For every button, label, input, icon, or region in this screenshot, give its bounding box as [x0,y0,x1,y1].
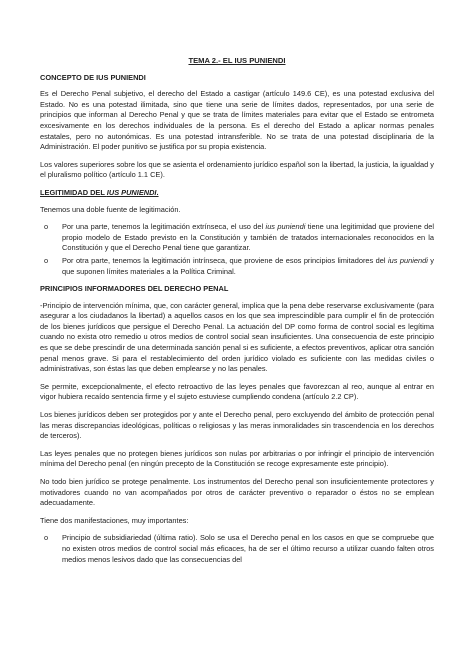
list-item-text: y que suponen límites materiales a la Política Criminal. [62,255,435,276]
bullet-marker: o [44,255,49,265]
paragraph: Los valores superiores sobre los que se asienta el ordenamiento jurídico español son la libertad, la justicia, la igualdad y el pluralismo político (artículo 1.1 CE). [40,159,434,180]
heading-suffix: . [156,187,159,197]
bullet-list [40,533,434,565]
paragraph: -Principio de intervención mínima, que, con carácter general, implica que la pena debe reservarse exclusivamente (para asegurar a los ciudadanos la libertad) a aquellos casos en los que sea imprescindible para cumplir el fin de protección de los bienes jurídicos que persigue el Derecho Penal. La actuación del DP como forma de control social es legítima cuando no exista otro remedio u otros medios de control social sean insuficientes. Una consecuencia de este principio es que se debe prescindir de una determinada sanción penal si es suficiente, a efectos preventivos, aplicar otra sanción penal menos grave. Si para el restablecimiento del orden jurídico violado es suficiente con las medidas civiles o administrativas, son éstas las que deben emplearse y no las penales. [40,300,434,374]
list-item [40,222,434,254]
heading-italic-text: IUS PUNIENDI [106,187,157,197]
section-heading-legitimidad [40,188,434,199]
paragraph: Se permite, excepcionalmente, el efecto retroactivo de las leyes penales que favorezcan al reo, aunque al entrar en vigor hubiera recaído sentencia firme y el sujeto estuviese cumpliendo condena (artículo 2.2 CP). [40,381,434,402]
list-item-text: Por una parte, tenemos la legitimación extrínseca, el uso del [62,222,266,232]
list-item-text: Por otra parte, tenemos la legitimación intrínseca, que proviene de esos principios limitadores del [62,255,388,265]
list-item-text: Principio de subsidiariedad (última ratio). Solo se usa el Derecho penal en los casos en que se compruebe que no existen otros medios de control social más eficaces, ha de ser el último recurso a utilizar cuando falten otros medios menos lesivos dado que las consecuencias del [62,533,434,564]
list-item-text: tiene una legitimidad que proviene del propio modelo de Estado previsto en la Constitución y también de tratados internacionales reconocidos en la Constitución y que el Derecho Penal tiene que garantizar. [62,222,434,253]
bullet-marker: o [44,533,49,543]
paragraph: Los bienes jurídicos deben ser protegidos por y ante el Derecho penal, pero excluyendo del ámbito de protección penal las meras discrepancias ideológicas, políticas o religiosas y las meras inmoralidades sin trascendencia en los derechos de terceros). [40,410,434,441]
paragraph: Es el Derecho Penal subjetivo, el derecho del Estado a castigar (artículo 149.6 CE), es una potestad exclusiva del Estado. No es una potestad ilimitada, sino que tiene una serie de límites dados, representados, por una serie de principios que informan al Derecho Penal y que se trata de límites materiales para evitar que el Estado se entrometa excesivamente en los derechos individuales de la persona. Es el derecho del Estado a aplicar normas penales estatales, pero no autonómicas. Es una potestad intransferible. No se trata de una potestad disciplinaria de la Administración. El poder punitivo se justifica por su propia existencia. [40,89,434,152]
paragraph: No todo bien jurídico se protege penalmente. Los instrumentos del Derecho penal son insuficientemente protectores y motivadores cuando no van acompañados por otros de carácter preventivo o reparador o éstos no se emplean adecuadamente. [40,477,434,508]
list-item [40,533,434,565]
list-item-italic: ius puniendi [388,255,428,265]
list-item [40,256,434,277]
bullet-list [40,222,434,277]
paragraph: Tiene dos manifestaciones, muy importantes: [40,515,189,525]
bullet-marker: o [44,222,49,232]
document-title: TEMA 2.- EL IUS PUNIENDI [188,56,286,65]
paragraph: Las leyes penales que no protegen bienes jurídicos son nulas por arbitrarias o por infringir el principio de intervención mínima del Derecho penal (en ningún precepto de la Constitución se recoge expresamente este principio). [40,448,434,469]
list-item-italic: ius puniendi [265,222,306,232]
section-heading-principios: PRINCIPIOS INFORMADORES DEL DERECHO PENAL [40,284,229,294]
paragraph: Tenemos una doble fuente de legitimación. [40,204,181,214]
section-heading-concepto: CONCEPTO DE IUS PUNIENDI [40,72,146,82]
heading-text: LEGITIMIDAD DEL [40,187,107,197]
